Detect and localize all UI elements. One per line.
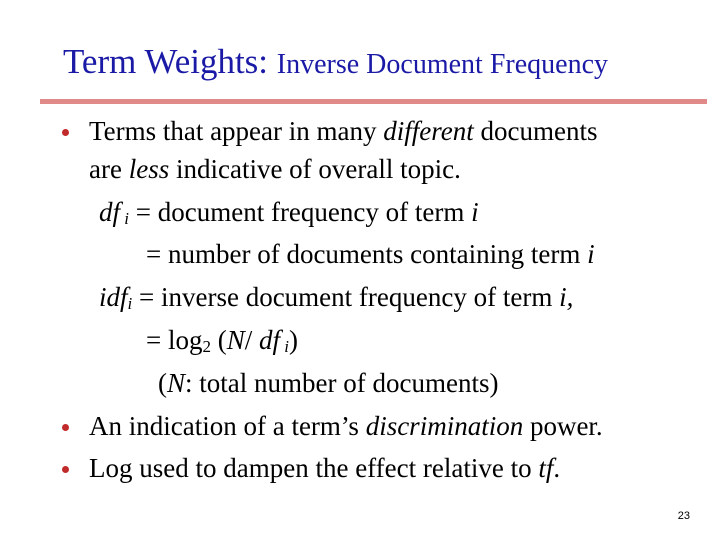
bullet-1-line-1: Terms that appear in many different documents (89, 116, 598, 146)
idf-definition: idfi = inverse document frequency of term i, (99, 282, 574, 313)
idf-formula: = log2 (N/ df i) (146, 325, 299, 356)
page-number: 23 (677, 510, 690, 522)
df-definition-continued: = number of documents containing term i (146, 239, 595, 269)
bullet-marker (62, 466, 69, 473)
slide-title (63, 42, 703, 82)
bullet-3: Log used to dampen the effect relative to tf. (89, 453, 561, 483)
bullet-marker (62, 129, 69, 136)
bullet-2: An indication of a term’s discrimination power. (89, 411, 603, 441)
title-subtitle: Inverse Document Frequency (276, 49, 608, 80)
n-note: (N: total number of documents) (158, 368, 499, 398)
title-main: Term Weights: (63, 42, 277, 81)
df-definition: df i = document frequency of term i (99, 197, 479, 228)
title-divider (40, 99, 707, 104)
bullet-1-line-2: are less indicative of overall topic. (89, 154, 461, 184)
bullet-marker (62, 424, 69, 431)
